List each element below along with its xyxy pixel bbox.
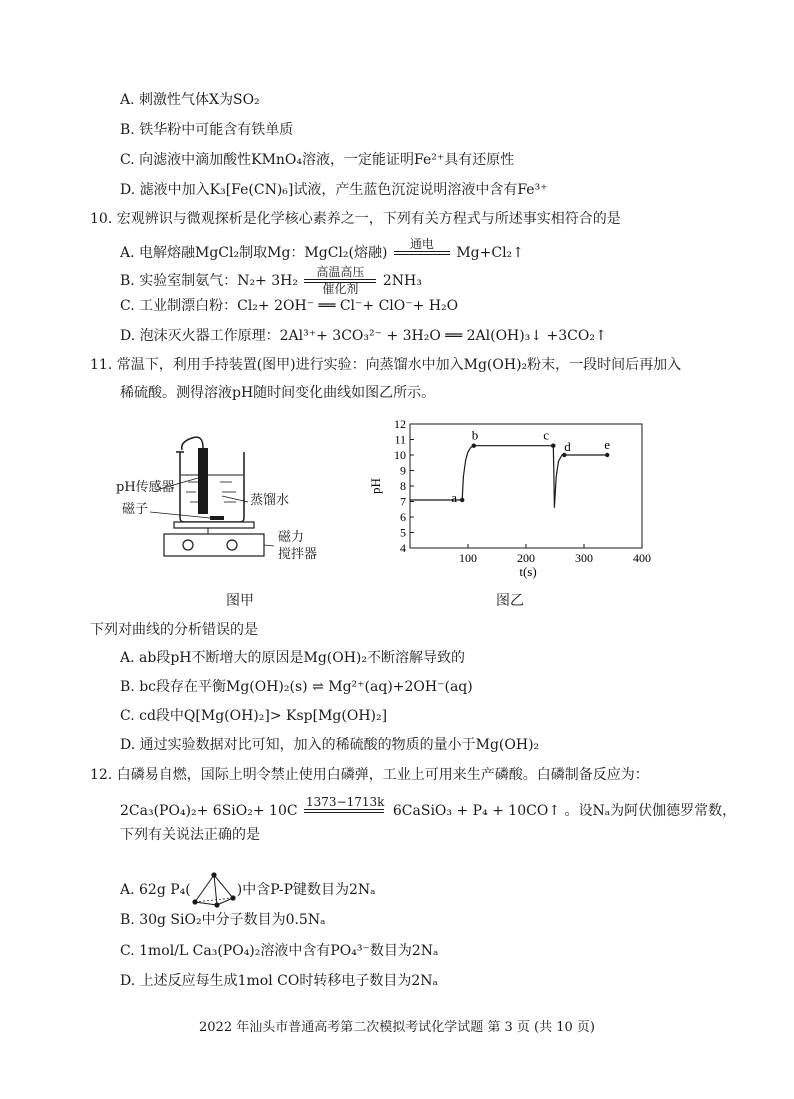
q10-b-right: 2NH₃ bbox=[382, 273, 422, 289]
x-axis-label: t(s) bbox=[519, 564, 537, 579]
y-tick-label: 12 bbox=[394, 417, 406, 431]
q12-option-b: B. 30g SiO₂中分子数目为0.5Nₐ bbox=[120, 912, 326, 928]
q12-stem-line1: 12. 白磷易自燃，国际上明令禁止使用白磷弹，工业上可用来生产磷酸。白磷制备反应为： bbox=[90, 767, 649, 783]
data-point bbox=[551, 444, 555, 448]
q11-option-c: C. cd段中Q[Mg(OH)₂]> Ksp[Mg(OH)₂] bbox=[120, 708, 388, 724]
q9-option-d: D. 滤液中加入K₃[Fe(CN)₆]试液，产生蓝色沉淀说明溶液中含有Fe³⁺ bbox=[120, 182, 548, 198]
q11-option-b: B. bc段存在平衡Mg(OH)₂(s) ⇌ Mg²⁺(aq)+2OH⁻(aq) bbox=[120, 679, 473, 695]
reversible-arrow-icon bbox=[304, 279, 376, 283]
q11-option-d: D. 通过实验数据对比可知，加入的稀硫酸的物质的量小于Mg(OH)₂ bbox=[120, 737, 540, 753]
q11-option-a: A. ab段pH不断增大的原因是Mg(OH)₂不断溶解导致的 bbox=[120, 650, 466, 666]
ph-probe-icon bbox=[198, 448, 208, 514]
x-tick-label: 300 bbox=[575, 551, 593, 565]
point-label: e bbox=[604, 437, 610, 452]
point-label: d bbox=[564, 439, 571, 454]
y-tick-label: 7 bbox=[400, 494, 406, 509]
point-label: a bbox=[451, 489, 457, 505]
ph-chart bbox=[366, 414, 666, 586]
q11-question: 下列对曲线的分析错误的是 bbox=[90, 622, 258, 638]
point-label: b bbox=[471, 427, 479, 443]
q10-b-left: B. 实验室制氨气：N₂+ 3H₂ bbox=[120, 273, 298, 289]
y-tick-label: 8 bbox=[400, 479, 406, 493]
y-tick-label: 11 bbox=[394, 432, 406, 447]
point-label: c bbox=[543, 427, 550, 443]
q10-b-condition bbox=[304, 266, 376, 296]
data-point bbox=[605, 453, 609, 457]
q10-a-right: Mg+Cl₂↑ bbox=[456, 245, 524, 261]
q10-option-a bbox=[120, 238, 524, 268]
x-tick-label: 400 bbox=[633, 551, 651, 565]
q12-eq-condition-text: 1373−1713k bbox=[306, 795, 385, 809]
q12-eq-left: 2Ca₃(PO₄)₂+ 6SiO₂+ 10C bbox=[120, 803, 298, 819]
q11-stem-line2: 稀硫酸。测得溶液pH随时间变化曲线如图乙所示。 bbox=[120, 385, 436, 401]
q9-option-c: C. 向滤液中滴加酸性KMnO₄溶液，一定能证明Fe²⁺具有还原性 bbox=[120, 152, 515, 168]
y-axis-label: pH bbox=[368, 478, 383, 494]
data-point bbox=[460, 498, 464, 502]
y-tick-label: 4 bbox=[400, 541, 406, 555]
q12-option-d: D. 上述反应每生成1mol CO时转移电子数目为2Nₐ bbox=[120, 973, 438, 989]
q12-a-post: )中含P-P键数目为2Nₐ bbox=[236, 882, 376, 898]
q10-a-left: A. 电解熔融MgCl₂制取Mg：MgCl₂(熔融) bbox=[120, 245, 388, 261]
ph-curve bbox=[410, 446, 607, 508]
q10-b-condition-top: 高温高压 bbox=[316, 265, 365, 279]
q10-option-c: C. 工业制漂白粉：Cl₂+ 2OH⁻ ══ Cl⁻+ ClO⁻+ H₂O bbox=[120, 298, 459, 314]
q12-equation bbox=[120, 796, 736, 826]
q10-option-d: D. 泡沫灭火器工作原理：2Al³⁺+ 3CO₃²⁻ + 3H₂O ══ 2Al(OH)₃↓ +3CO₂↑ bbox=[120, 328, 607, 344]
label-stirrer-line2: 搅拌器 bbox=[278, 547, 318, 562]
q12-a-pre: A. 62g P₄( bbox=[120, 882, 191, 898]
label-stirrer-line1: 磁力 bbox=[278, 530, 305, 545]
q10-stem: 10. 宏观辨识与微观探析是化学核心素养之一，下列有关方程式与所述事实相符合的是 bbox=[90, 211, 621, 227]
beaker-icon bbox=[180, 452, 244, 522]
q10-b-condition-bottom: 催化剂 bbox=[322, 282, 359, 296]
label-distilled-water: 蒸馏水 bbox=[250, 493, 290, 508]
figure-b-caption: 图乙 bbox=[496, 593, 524, 609]
data-point bbox=[472, 444, 476, 448]
q12-option-a bbox=[120, 872, 376, 908]
q9-option-b: B. 铁华粉中可能含有铁单质 bbox=[120, 122, 294, 138]
q9-option-a: A. 刺激性气体X为SO₂ bbox=[120, 92, 260, 108]
q12-eq-condition bbox=[304, 796, 386, 826]
q12-option-c: C. 1mol/L Ca₃(PO₄)₂溶液中含有PO₄³⁻数目为2Nₐ bbox=[120, 943, 439, 959]
q10-a-condition bbox=[394, 238, 450, 268]
q12-eq-right: 6CaSiO₃ + P₄ + 10CO↑ 。设Nₐ为阿伏伽德罗常数， bbox=[392, 803, 737, 819]
y-tick-label: 10 bbox=[394, 448, 406, 462]
q10-option-b bbox=[120, 266, 422, 296]
page-footer: 2022 年汕头市普通高考第二次模拟考试化学试题 第 3 页 (共 10 页) bbox=[199, 1020, 595, 1035]
x-tick-label: 100 bbox=[459, 551, 477, 565]
y-tick-label: 5 bbox=[400, 525, 406, 540]
magnetic-stirrer-icon bbox=[164, 534, 264, 556]
q12-stem-line3: 下列有关说法正确的是 bbox=[120, 827, 260, 843]
y-tick-label: 9 bbox=[400, 463, 406, 478]
figure-a-caption: 图甲 bbox=[226, 593, 254, 609]
label-stir-bar: 磁子 bbox=[122, 502, 149, 517]
q10-a-condition-text: 通电 bbox=[409, 237, 434, 251]
p4-tetrahedron-icon bbox=[191, 872, 237, 908]
x-tick-label: 200 bbox=[517, 551, 535, 565]
label-ph-sensor: pH传感器 bbox=[116, 480, 175, 495]
q11-stem-line1: 11. 常温下，利用手持装置(图甲)进行实验：向蒸馏水中加入Mg(OH)₂粉末，一段时间后再加入 bbox=[90, 357, 682, 373]
stir-bar-icon bbox=[210, 516, 224, 520]
y-tick-label: 6 bbox=[400, 510, 406, 524]
